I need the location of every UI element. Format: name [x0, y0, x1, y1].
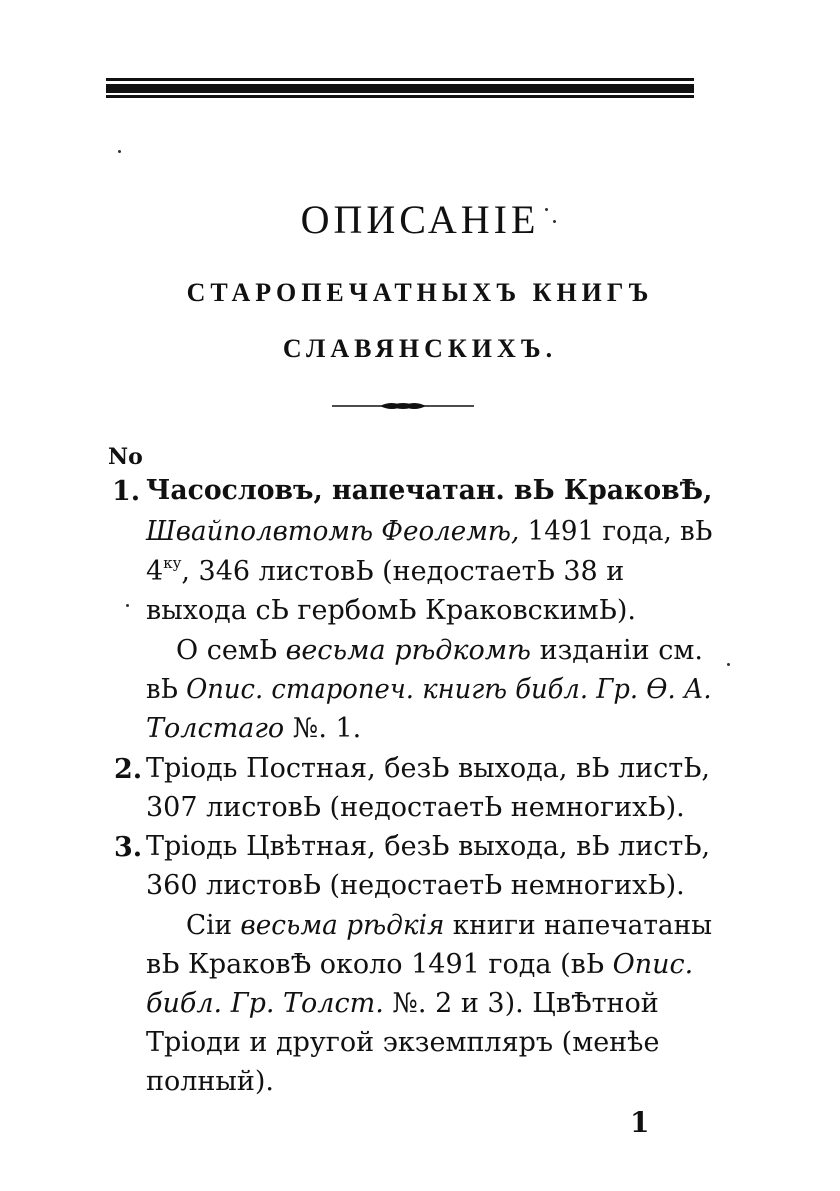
entry-number: 3.: [114, 832, 143, 863]
entry-line: 307 листовЬ (недостаетЬ немногихЬ).: [146, 792, 685, 823]
entry-line: $4^{ку}$, 346 листовЬ (недостаетЬ 38 и: [146, 554, 625, 587]
entry-note-line: полный).: [146, 1066, 274, 1097]
subtitle-line-1: СТАРОПЕЧАТНЫХЪ КНИГЪ: [186, 278, 654, 307]
entry-note-line: О семЬ весьма рѣдкомѣ изданіи см.: [176, 635, 703, 666]
entry-note-line: вЬ Опис. старопеч. книгѣ библ. Гр. Ѳ. А.: [146, 674, 712, 705]
entry-line: Швайполвтомѣ Феолемѣ, 1491 года, вЬ: [146, 516, 713, 547]
entry-note-line: вЬ КраковѢ около 1491 года (вЬ Опис.: [146, 949, 694, 980]
entry-line: Часословъ, напечатан. вЬ КраковѢ,: [146, 475, 713, 506]
ink-speck: [727, 663, 730, 666]
ink-speck: [126, 604, 129, 607]
entry-note-line: Сіи весьма рѣдкія книги напечатаны: [186, 910, 713, 941]
entry-line: Тріодь Цвѣтная, безЬ выхода, вЬ листЬ,: [146, 831, 711, 862]
ornament-divider: [332, 398, 474, 414]
entry-note-line: Толстаго №. 1.: [146, 713, 362, 744]
entry-line: выхода сЬ гербомЬ КраковскимЬ).: [146, 595, 636, 626]
page-number: 1: [630, 1106, 650, 1139]
subtitle-line-2: СЛАВЯНСКИХЪ.: [282, 334, 558, 363]
entry-note-line: библ. Гр. Толст. №. 2 и 3). ЦвѢтной: [146, 988, 659, 1019]
ink-speck: [118, 150, 121, 153]
page-title: ОПИСАНІЕ: [300, 197, 540, 242]
number-column-label: No: [108, 444, 143, 470]
entry-note-line: Тріоди и другой экземпляръ (менѣе: [146, 1027, 660, 1058]
entry-number: 1.: [112, 476, 141, 507]
entry-line: Тріодь Постная, безЬ выхода, вЬ листЬ,: [146, 753, 710, 784]
entry-number: 2.: [114, 754, 143, 785]
header-rule: [106, 78, 694, 98]
entry-line: 360 листовЬ (недостаетЬ немногихЬ).: [146, 870, 685, 901]
